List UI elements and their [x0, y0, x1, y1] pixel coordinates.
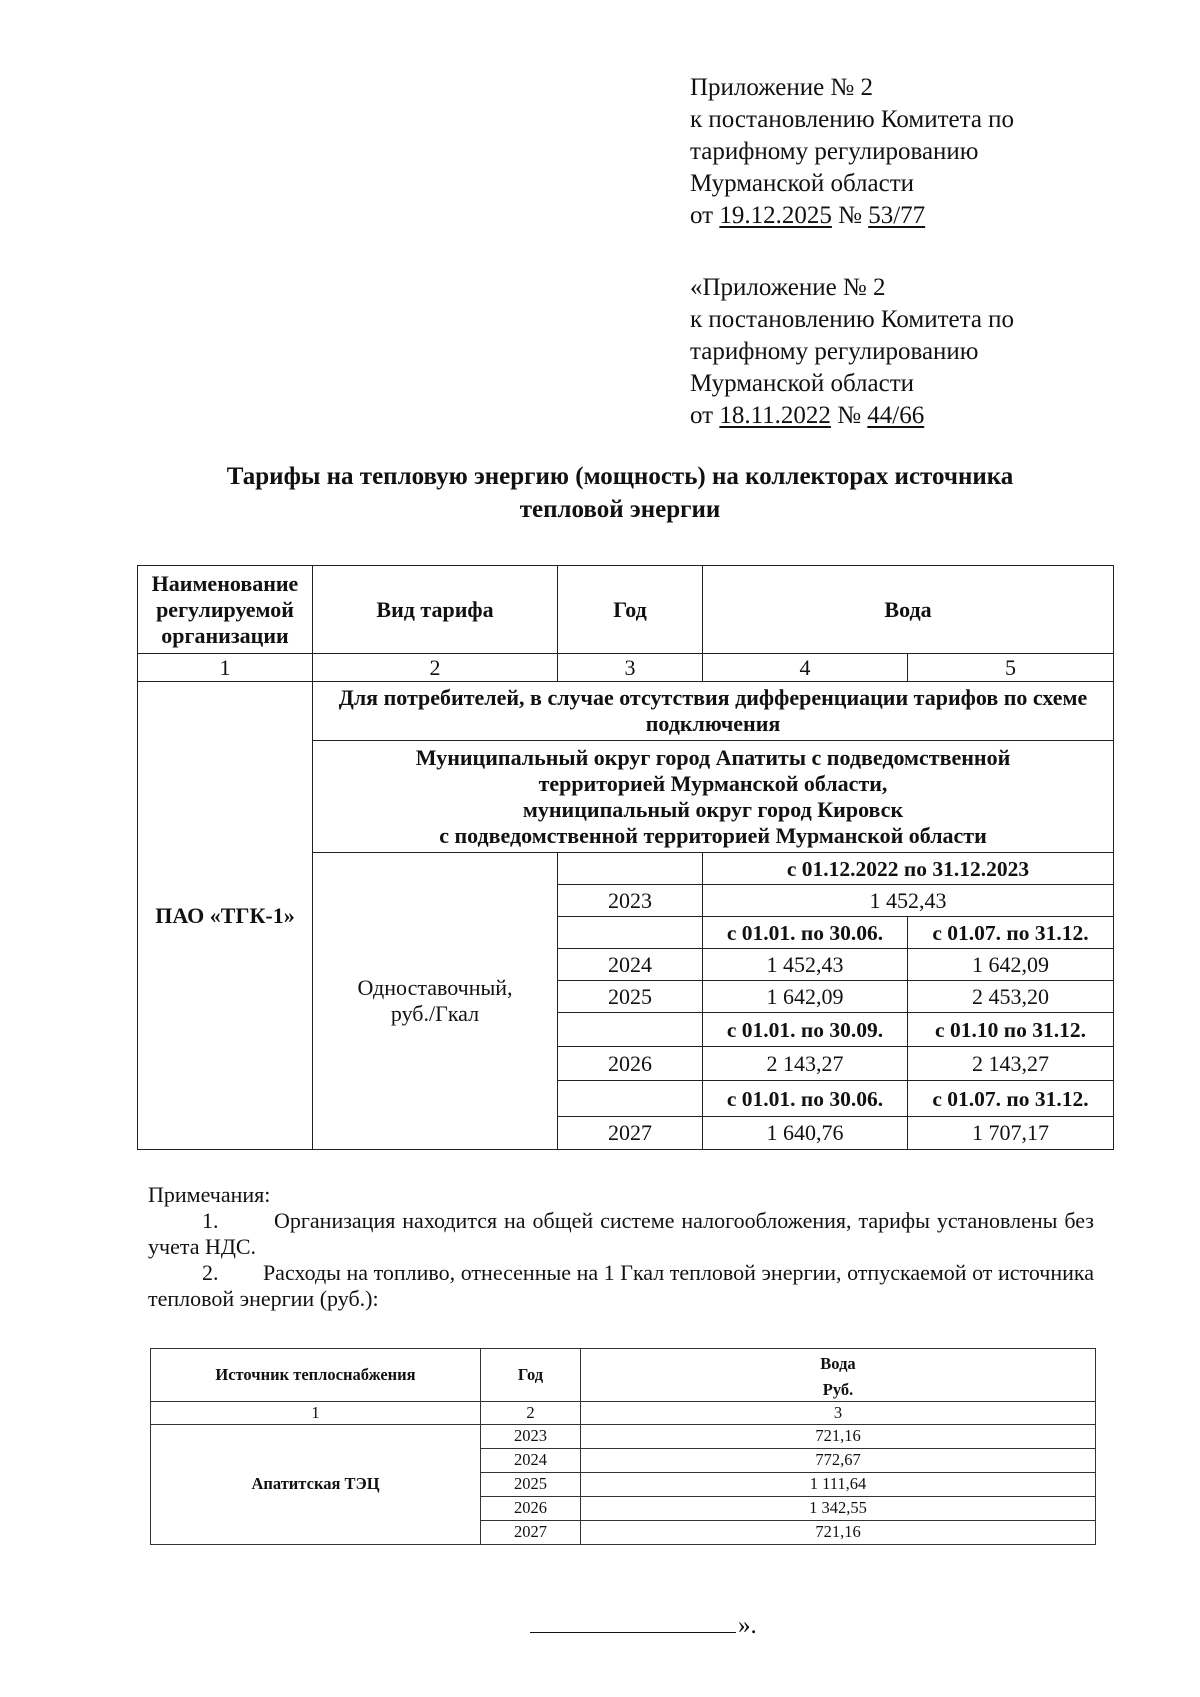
fuel-cost-table [150, 1348, 1096, 1545]
period-label: с 01.01. по 30.06. [703, 917, 908, 949]
header-line: Мурманской области [690, 170, 915, 197]
fuel-value: 1 111,64 [581, 1472, 1096, 1496]
column-number: 5 [908, 654, 1114, 682]
header-unit: Руб. [581, 1379, 1096, 1402]
header-tariff-type: Вид тарифа [313, 566, 558, 654]
header-line: «Приложение № 2 [690, 274, 886, 301]
header-org: Наименование регулируемой организации [138, 566, 313, 654]
fuel-value: 721,16 [581, 1424, 1096, 1448]
column-number: 4 [703, 654, 908, 682]
note-2: 2. Расходы на топливо, отнесенные на 1 Гкал тепловой энергии, отпускаемой от источника тепловой энергии (руб.): [148, 1260, 1094, 1311]
column-number: 1 [138, 654, 313, 682]
column-number: 1 [151, 1401, 481, 1424]
tariff-value: 1 452,43 [703, 885, 1114, 917]
signature-line [530, 1632, 736, 1633]
header-line: тарифному регулированию [690, 338, 979, 365]
header-line: к постановлению Комитета по [690, 306, 1015, 333]
tariff-value: 1 707,17 [908, 1117, 1114, 1150]
column-number: 3 [581, 1401, 1096, 1424]
year-cell [558, 917, 703, 949]
organization-name: ПАО «ТГК-1» [138, 682, 313, 1150]
resolution-number: 53/77 [868, 202, 926, 229]
year-cell: 2025 [558, 981, 703, 1013]
header-year: Год [481, 1349, 581, 1402]
period-label: с 01.12.2022 по 31.12.2023 [703, 853, 1114, 885]
year-cell: 2024 [481, 1448, 581, 1472]
header-date-line: от 18.11.2022 № 44/66 [690, 402, 925, 429]
year-cell: 2024 [558, 949, 703, 981]
tariff-table [137, 565, 1114, 1150]
year-cell: 2023 [481, 1424, 581, 1448]
header-line: к постановлению Комитета по [690, 106, 1015, 133]
year-cell [558, 853, 703, 885]
section-consumers: Для потребителей, в случае отсутствия дифференциации тарифов по схеме подключения [313, 682, 1114, 741]
fuel-value: 1 342,55 [581, 1496, 1096, 1520]
year-cell: 2027 [481, 1520, 581, 1544]
fuel-value: 772,67 [581, 1448, 1096, 1472]
resolution-date: 19.12.2025 [719, 202, 832, 229]
year-cell: 2026 [481, 1496, 581, 1520]
header-water: Вода [703, 566, 1114, 654]
tariff-value: 1 642,09 [703, 981, 908, 1013]
tariff-value: 2 143,27 [703, 1047, 908, 1081]
column-number: 2 [481, 1401, 581, 1424]
header-line: Приложение № 2 [690, 74, 874, 101]
header-water: Вода [581, 1349, 1096, 1379]
period-label: с 01.01. по 30.06. [703, 1081, 908, 1117]
tariff-value: 1 640,76 [703, 1117, 908, 1150]
tariff-type: Одноставочный, руб./Гкал [313, 853, 558, 1150]
header-line: тарифному регулированию [690, 138, 979, 165]
year-cell [558, 1081, 703, 1117]
appendix-header-current [690, 72, 1014, 232]
column-number: 3 [558, 654, 703, 682]
resolution-number: 44/66 [867, 402, 925, 429]
document-title: Тарифы на тепловую энергию (мощность) на коллекторах источника тепловой энергии [226, 463, 1014, 523]
year-cell: 2026 [558, 1047, 703, 1081]
year-cell: 2025 [481, 1472, 581, 1496]
section-municipality: Муниципальный округ город Апатиты с подведомственной территорией Мурманской области, муниципальный округ город Кировск с подведомственной территорией Мурманской области [313, 741, 1114, 853]
period-label: с 01.07. по 31.12. [908, 917, 1114, 949]
notes [148, 1182, 1094, 1312]
column-number: 2 [313, 654, 558, 682]
header-line: Мурманской области [690, 370, 915, 397]
notes-heading: Примечания: [148, 1182, 271, 1207]
note-1: 1. Организация находится на общей системе налогообложения, тарифы установлены без учета НДС. [148, 1208, 1094, 1259]
year-cell [558, 1013, 703, 1047]
period-label: с 01.01. по 30.09. [703, 1013, 908, 1047]
resolution-date: 18.11.2022 [719, 402, 831, 429]
fuel-value: 721,16 [581, 1520, 1096, 1544]
period-label: с 01.10 по 31.12. [908, 1013, 1114, 1047]
tariff-value: 2 453,20 [908, 981, 1114, 1013]
closing-mark: ». [530, 1612, 757, 1640]
appendix-header-previous [690, 272, 1014, 432]
year-cell: 2023 [558, 885, 703, 917]
tariff-value: 1 642,09 [908, 949, 1114, 981]
year-cell: 2027 [558, 1117, 703, 1150]
period-label: с 01.07. по 31.12. [908, 1081, 1114, 1117]
source-name: Апатитская ТЭЦ [151, 1424, 481, 1544]
header-date-line: от 19.12.2025 № 53/77 [690, 202, 926, 229]
header-source: Источник теплоснабжения [151, 1349, 481, 1402]
tariff-value: 2 143,27 [908, 1047, 1114, 1081]
tariff-value: 1 452,43 [703, 949, 908, 981]
header-year: Год [558, 566, 703, 654]
